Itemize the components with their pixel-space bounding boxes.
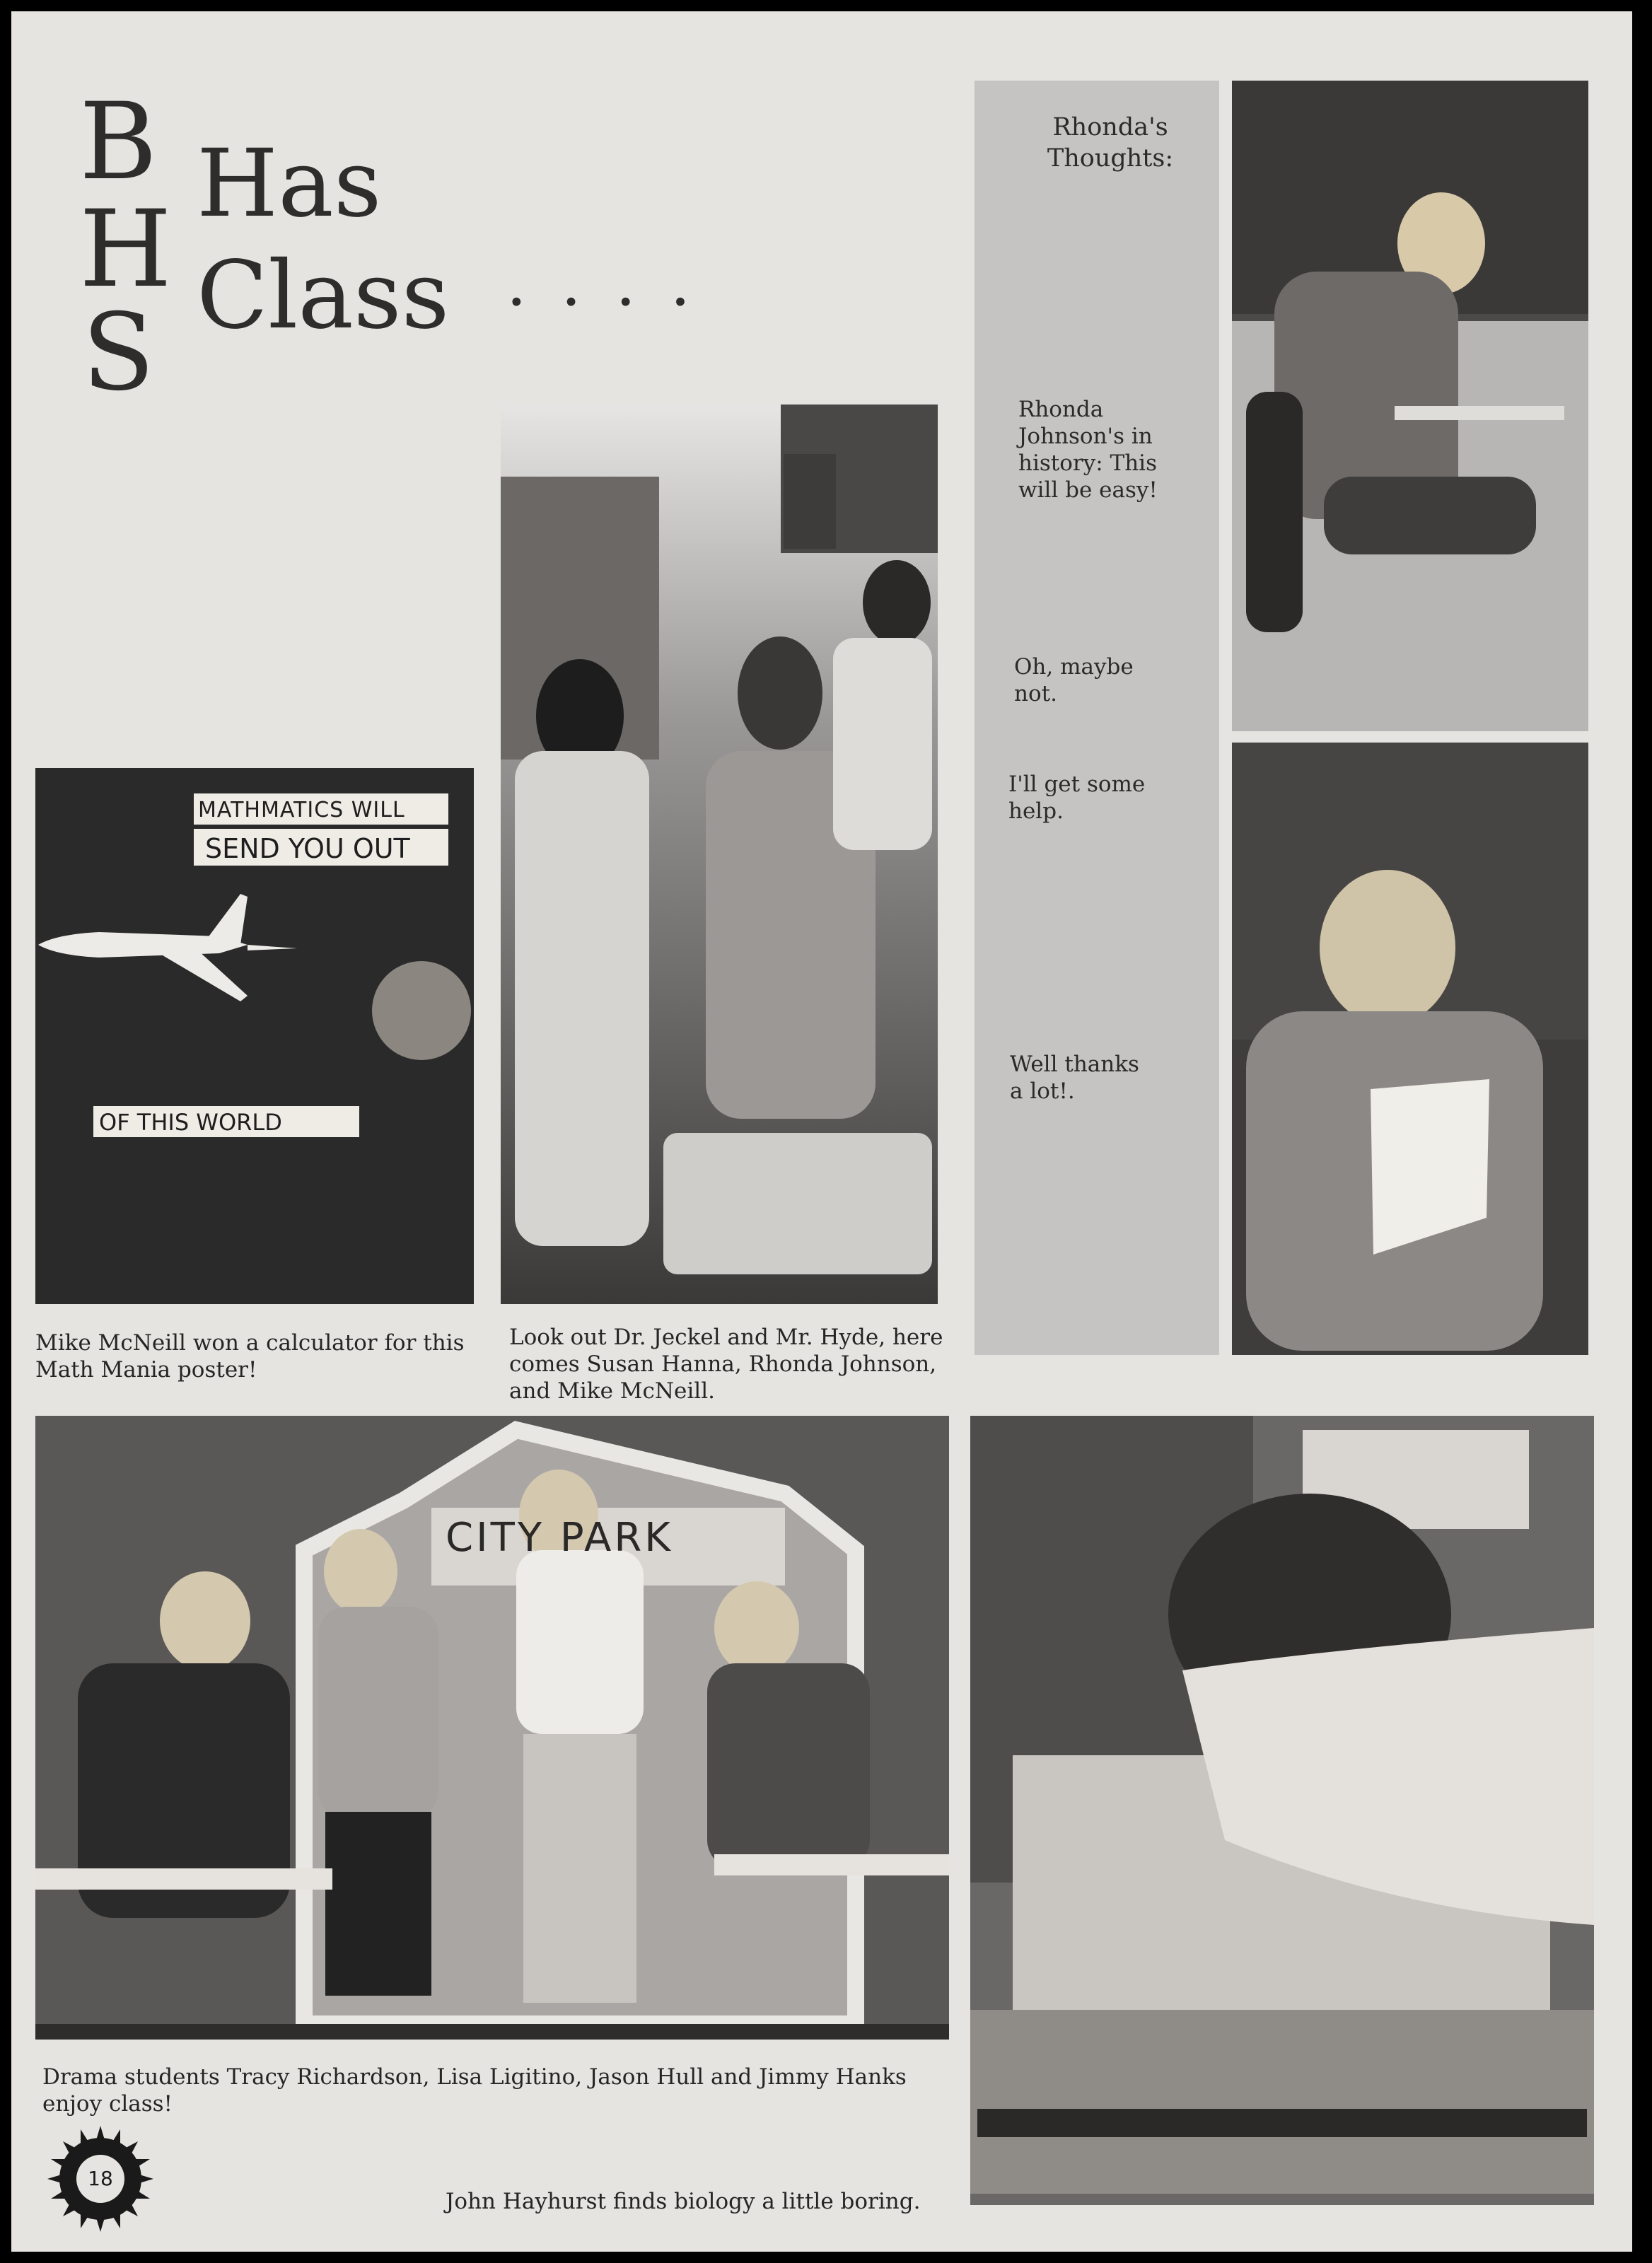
caption-drama: Drama students Tracy Richardson, Lisa Ligitino, Jason Hull and Jimmy Hanks enjoy class! — [42, 2064, 907, 2117]
title-word-has: Has — [197, 129, 382, 238]
title-ellipsis: . . . . — [506, 246, 698, 320]
title-letter-h: H — [79, 188, 172, 311]
photo-math-poster — [35, 768, 474, 1304]
thoughts-heading: Rhonda's Thoughts: — [1047, 113, 1174, 173]
thought-3: I'll get some help. — [1008, 772, 1146, 824]
rhonda-desk-image — [1232, 81, 1588, 731]
title-letter-b: B — [79, 81, 158, 204]
thought-1: Rhonda Johnson's in history: This will be easy! — [1018, 397, 1158, 503]
title-word-class: Class — [197, 241, 450, 350]
yearbook-page — [11, 11, 1632, 2252]
poster-text-line1: MATHMATICS WILL — [198, 798, 405, 822]
rhonda-thinking-image — [1232, 743, 1588, 1355]
thought-2: Oh, maybe not. — [1014, 654, 1134, 706]
drama-stage-image — [35, 1416, 949, 2040]
page-number: 18 — [88, 2167, 113, 2190]
lab-photo-image — [501, 405, 938, 1304]
poster-text-line2: SEND YOU OUT — [205, 833, 410, 864]
photo-biology-sleeping — [970, 1416, 1594, 2205]
thoughts-panel — [975, 81, 1219, 1355]
photo-drama-stage — [35, 1416, 949, 2040]
thought-4: Well thanks a lot!. — [1010, 1052, 1139, 1104]
caption-biology: John Hayhurst finds biology a little boring. — [446, 2189, 921, 2214]
page-number-badge — [35, 2126, 170, 2232]
photo-science-lab — [501, 405, 938, 1304]
photo-rhonda-thinking — [1232, 743, 1588, 1355]
biology-sleeping-image — [970, 1416, 1594, 2205]
caption-lab: Look out Dr. Jeckel and Mr. Hyde, here comes Susan Hanna, Rhonda Johnson, and Mike McNeill. — [509, 1325, 943, 1404]
title-letter-s: S — [82, 291, 155, 414]
poster-text-line3: OF THIS WORLD — [99, 1109, 282, 1136]
photo-rhonda-desk — [1232, 81, 1588, 731]
stage-sign-text: CITY PARK — [446, 1515, 673, 1561]
caption-math-poster: Mike McNeill won a calculator for this Math Mania poster! — [35, 1330, 465, 1383]
planet-icon — [372, 961, 471, 1060]
